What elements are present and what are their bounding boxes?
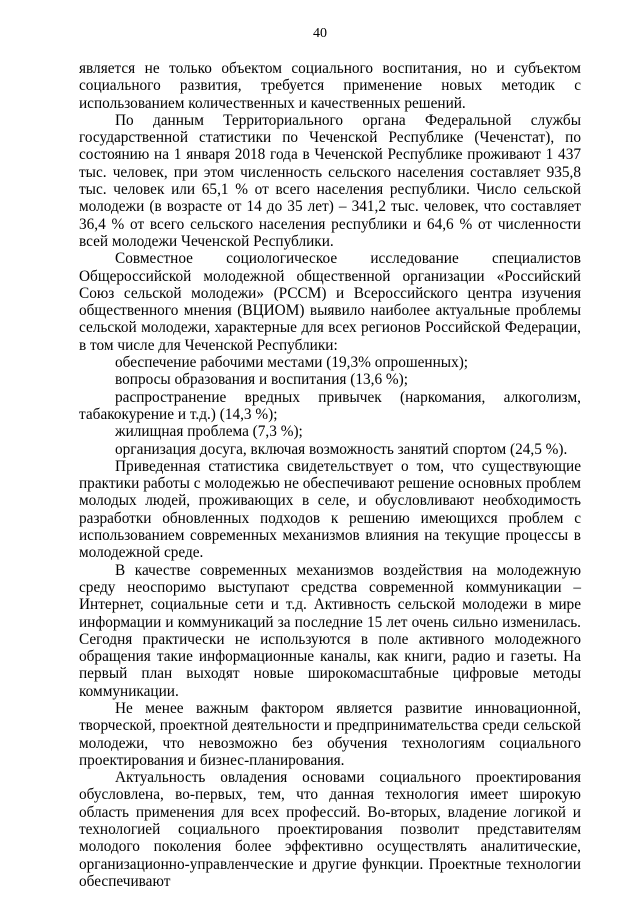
list-item: организация досуга, включая возможность занятий спортом (24,5 %).: [115, 440, 568, 458]
paragraph-statistics: По данным Территориального органа Федеральной службы государственной статистики по Чеченской Республике (Чеченстат), по состоянию на 1 января 2018 года в Чеченской Республике проживают 1 437 тыс. человек, при этом численность сельского населения составляет 935,8 тыс. человек или 65,1 % от всего населения республики. Число сельской молодежи (в возрасте от 14 до 35 лет) – 341,2 тыс. человек, что составляет 36,4 % от всего сельского населения республики и 64,6 % от численности всей молодежи Чеченской Республики.: [79, 111, 581, 250]
paragraph-continuation: является не только объектом социального воспитания, но и субъектом социального развития, требуется применение новых методик с использованием количественных и качественных решений.: [79, 60, 581, 112]
document-body: [79, 60, 581, 890]
list-item: жилищная проблема (7,3 %);: [115, 423, 303, 441]
paragraph-practices: Приведенная статистика свидетельствует о том, что существующие практики работы с молодежью не обеспечивают решение основных проблем молодых людей, проживающих в селе, и обусловливают необходимость разработки обновленных подходов к решению имеющихся проблем с использованием современных механизмов влияния на текущие процессы в молодежной среде.: [79, 457, 581, 562]
list-item: вопросы образования и воспитания (13,6 %);: [115, 371, 409, 389]
paragraph-relevance: Актуальность овладения основами социального проектирования обусловлена, во-первых, тем, что данная технология имеет широкую область применения для всех профессий. Во-вторых, владение логикой и технологией социального проектирования позволит представителям молодого поколения более эффективно осуществлять аналитические, организационно-управленческие и другие функции. Проектные технологии обеспечивают: [79, 769, 581, 890]
page-number: 40: [313, 26, 327, 41]
list-item: распространение вредных привычек (наркомания, алкоголизм, табакокурение и т.д.) (14,3 %);: [79, 388, 581, 423]
paragraph-study: Совместное социологическое исследование специалистов Общероссийской молодежной общественной организации «Российский Союз сельской молодежи» (РССМ) и Всероссийского центра изучения общественного мнения (ВЦИОМ) выявило наиболее актуальные проблемы сельской молодежи, характерные для всех регионов Российской Федерации, в том числе для Чеченской Республики:: [79, 250, 581, 354]
list-item: обеспечение рабочими местами (19,3% опрошенных);: [115, 354, 469, 372]
paragraph-innovation: Не менее важным фактором является развитие инновационной, творческой, проектной деятельности и предпринимательства среди сельской молодежи, что невозможно без обучения технологиям социального проектирования и бизнес-планирования.: [79, 699, 581, 769]
problems-list: [79, 354, 581, 458]
paragraph-communication: В качестве современных механизмов воздействия на молодежную среду неоспоримо выступают средства современной коммуникации – Интернет, социальные сети и т.д. Активность сельской молодежи в мире информации и коммуникаций за последние 15 лет очень сильно изменилась. Сегодня практически не используются в поле активного молодежного обращения такие информационные каналы, как книги, радио и газеты. На первый план выходят новые широкомасштабные цифровые методы коммуникации.: [79, 561, 581, 700]
